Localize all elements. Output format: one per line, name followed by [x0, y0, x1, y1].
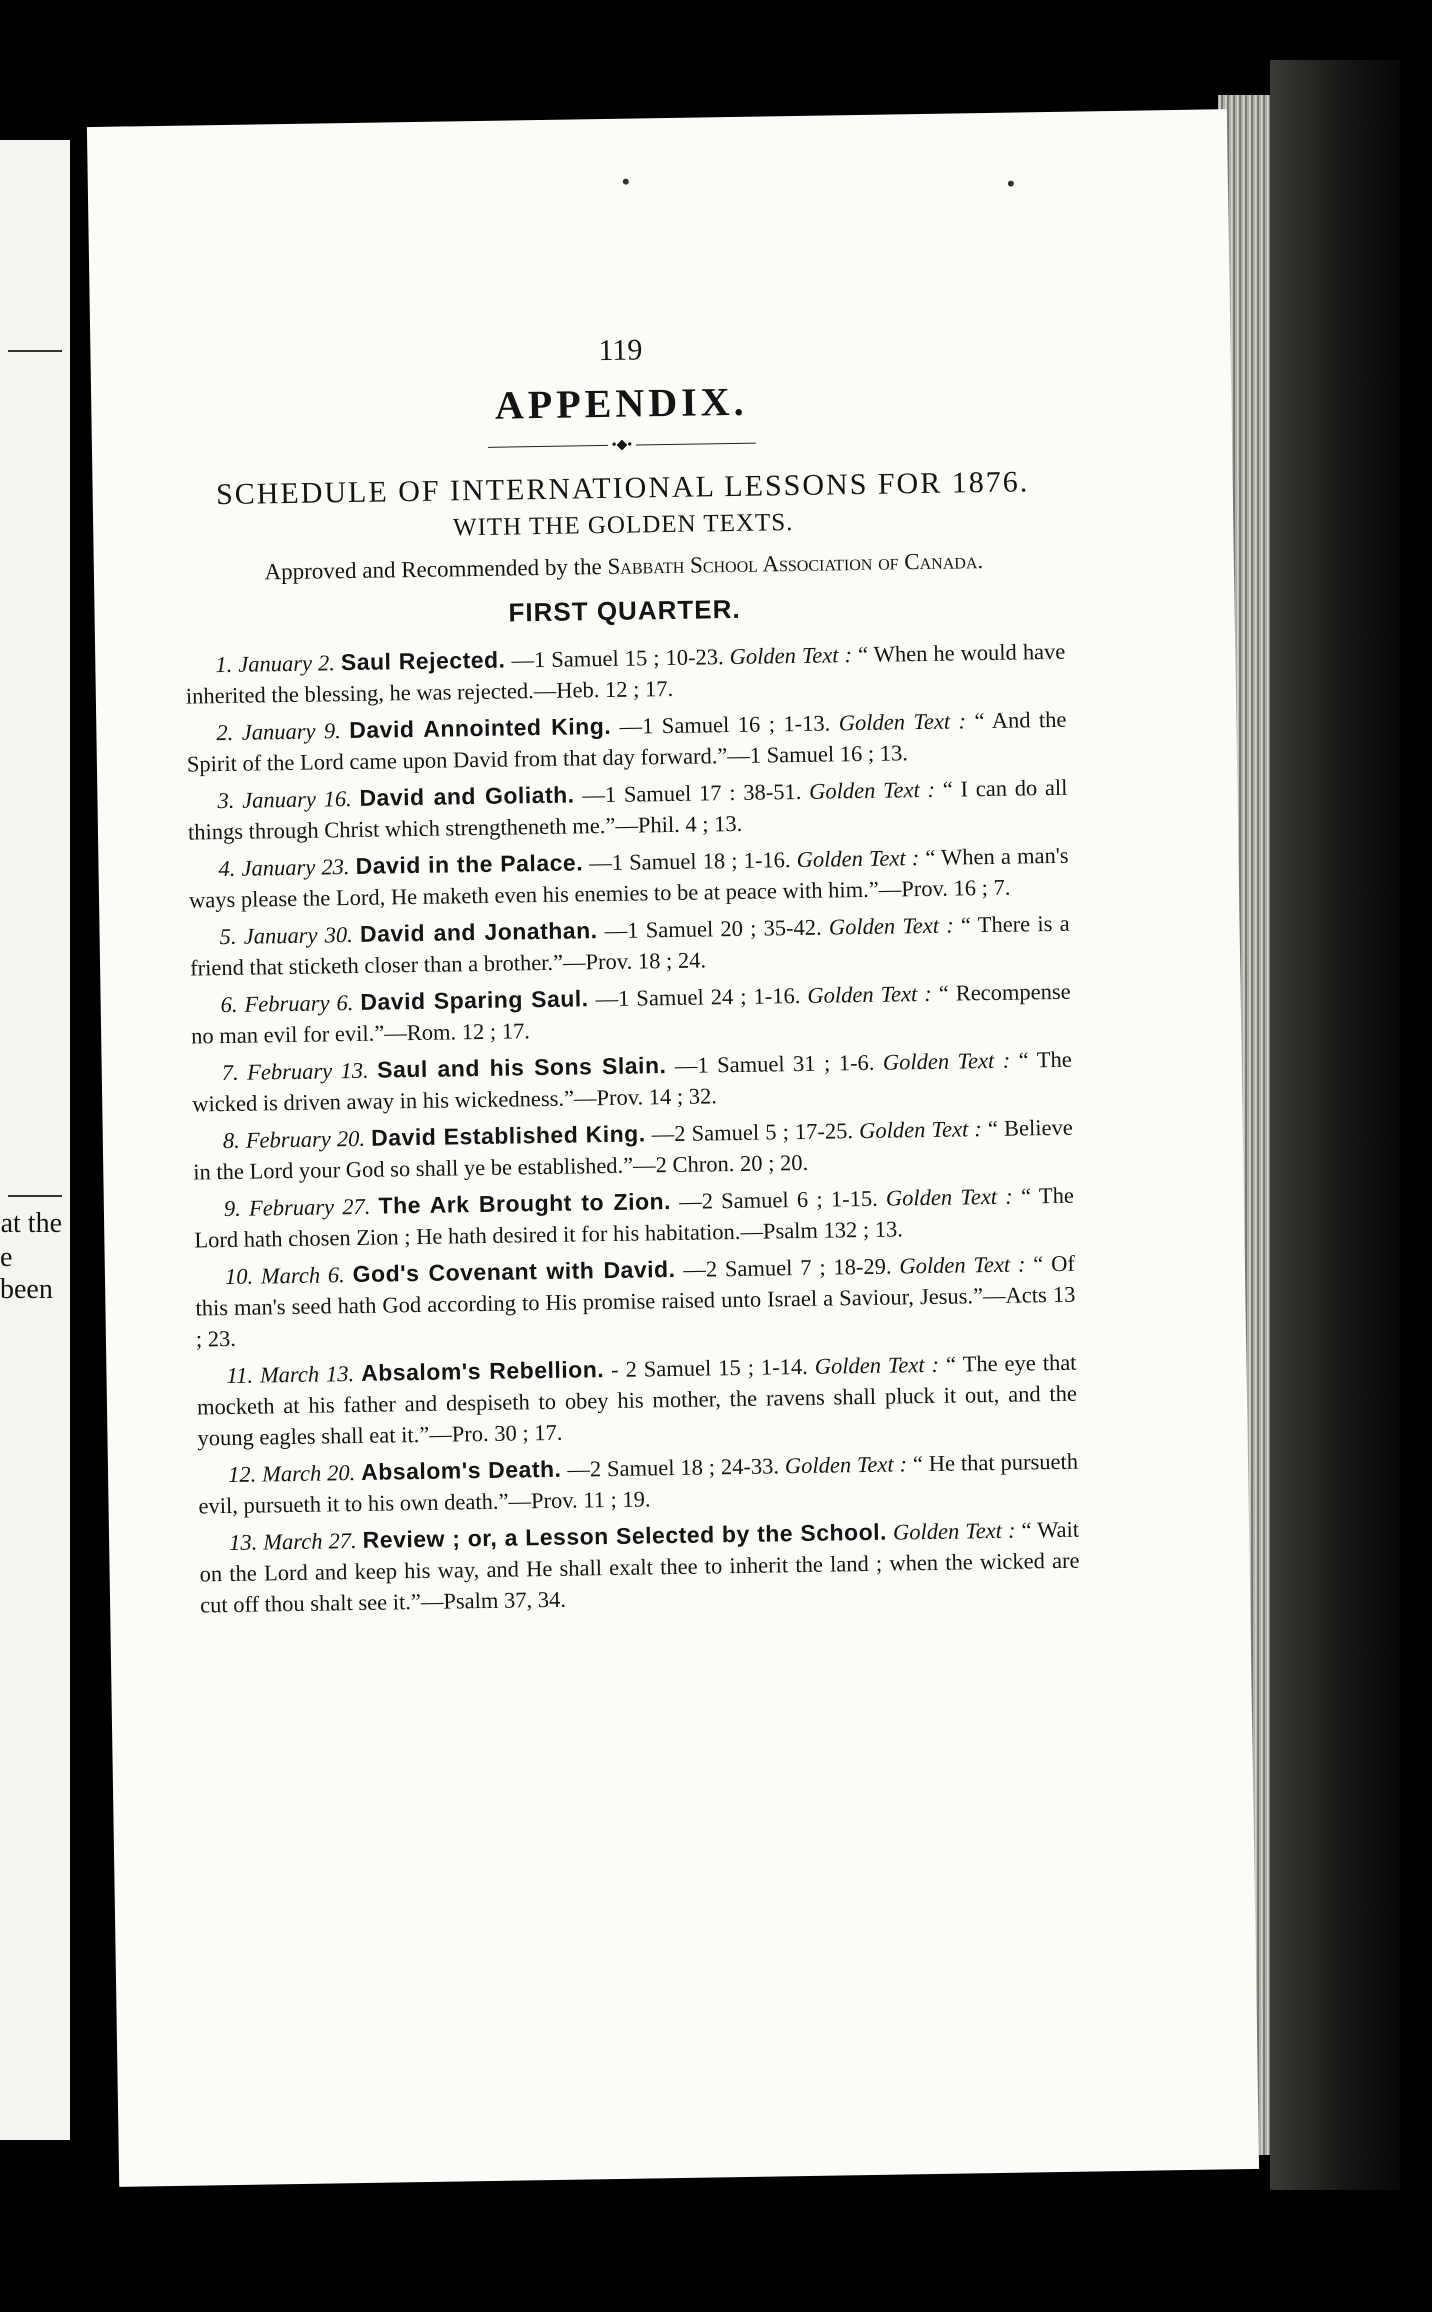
page-number: 119 — [598, 333, 643, 368]
golden-text: “ Recompense no man evil for evil.”—Rom. 12 ; 17. — [190, 978, 1071, 1049]
lesson-title: Absalom's Rebellion. — [360, 1356, 605, 1386]
golden-text-label: Golden Text : — [838, 708, 967, 736]
page-content — [180, 327, 1080, 1627]
lesson-date: 11. — [226, 1362, 254, 1389]
lesson-item — [194, 1180, 1075, 1256]
golden-text: “ Believe in the Lord your God so shall ye be established.”—2 Chron. 20 ; 20. — [193, 1114, 1073, 1185]
approval-suffix: . — [977, 548, 984, 574]
lesson-title: David Sparing Saul. — [360, 985, 589, 1015]
golden-text-label: Golden Text : — [899, 1251, 1026, 1279]
golden-text: “ The eye that mocketh at his father and despiseth to obey his mother, the ravens shall pluck it out, and the young eagles shall eat it.”—Pro. 30 ; 17. — [196, 1349, 1078, 1451]
lesson-reference: —1 Samuel 16 ; 1-13. — [619, 710, 831, 739]
golden-text: “ And the Spirit of the Lord came upon David from that day forward.”—1 Samuel 16 ; 13. — [186, 706, 1067, 777]
approval-prefix: Approved and Recommended by the — [264, 554, 602, 585]
lesson-date: 6. — [220, 991, 238, 1018]
golden-text-label: Golden Text : — [858, 1116, 983, 1144]
left-page-rule — [8, 1195, 62, 1197]
golden-text: “ The wicked is driven away in his wickedness.”—Prov. 14 ; 32. — [192, 1046, 1072, 1117]
golden-text: “ He that pursueth evil, pursueth it to his own death.”—Prov. 11 ; 19. — [198, 1448, 1079, 1519]
lesson-item — [188, 840, 1069, 916]
lesson-item — [192, 1044, 1073, 1120]
lesson-date: January 23. — [241, 854, 350, 881]
appendix-title: APPENDIX. — [494, 378, 748, 428]
lesson-date: 4. — [218, 855, 236, 882]
association-name: Sabbath School Association of Canada — [607, 548, 978, 579]
lesson-date: March 6. — [260, 1262, 345, 1289]
lesson-title: David in the Palace. — [355, 849, 584, 879]
lesson-date: 3. — [217, 787, 235, 814]
lesson-item — [185, 636, 1066, 712]
lesson-date: February 6. — [244, 990, 354, 1017]
left-page-fragment: at the — [0, 1208, 62, 1239]
lesson-date: March 13. — [259, 1361, 355, 1388]
lesson-date: March 27. — [263, 1528, 357, 1555]
lesson-date: January 9. — [241, 718, 342, 745]
lesson-date: January 2. — [238, 650, 336, 677]
golden-texts-heading: WITH THE GOLDEN TEXTS. — [452, 509, 794, 542]
left-page-edge — [0, 140, 70, 2140]
lesson-reference: —1 Samuel 24 ; 1-16. — [595, 982, 801, 1012]
golden-text: “ The Lord hath chosen Zion ; He hath desired it for his habitation.—Psalm 132 ; 13. — [194, 1182, 1075, 1253]
golden-text-label: Golden Text : — [814, 1351, 940, 1379]
ornament-rule: •◆• — [182, 430, 1062, 461]
lesson-date: March 20. — [261, 1460, 356, 1487]
lesson-date: 13. — [228, 1529, 258, 1556]
lesson-reference: - 2 Samuel 15 ; 1-14. — [610, 1353, 808, 1382]
golden-text: “ There is a friend that sticketh closer than a brother.”—Prov. 18 ; 24. — [189, 910, 1070, 981]
lesson-date: February 13. — [246, 1057, 369, 1085]
golden-text: “ I can do all things through Christ which strengtheneth me.”—Phil. 4 ; 13. — [187, 774, 1068, 845]
lesson-item — [196, 1347, 1077, 1454]
lesson-date: January 30. — [243, 922, 353, 949]
lesson-reference: —2 Samuel 6 ; 1-15. — [679, 1185, 878, 1214]
lesson-date: 7. — [221, 1059, 239, 1086]
lesson-list — [185, 636, 1080, 1621]
lesson-date: January 16. — [241, 786, 352, 813]
left-page-rule — [8, 350, 62, 352]
lesson-title: David and Goliath. — [359, 781, 575, 811]
golden-text-label: Golden Text : — [885, 1183, 1013, 1211]
golden-text-label: Golden Text : — [796, 845, 920, 873]
lesson-date: 1. — [215, 651, 233, 678]
lesson-reference: —1 Samuel 18 ; 1-16. — [589, 847, 791, 876]
lesson-reference: —1 Samuel 20 ; 35-42. — [604, 914, 822, 944]
lesson-date: 2. — [216, 719, 234, 746]
left-page-fragment: e been — [0, 1242, 53, 1305]
golden-text-label: Golden Text : — [882, 1047, 1011, 1075]
golden-text-label: Golden Text : — [729, 642, 853, 670]
speck — [1008, 181, 1014, 187]
lesson-item — [198, 1446, 1079, 1522]
quarter-heading: FIRST QUARTER. — [508, 593, 741, 628]
lesson-title: Saul and his Sons Slain. — [376, 1052, 667, 1083]
lesson-reference: —2 Samuel 18 ; 24-33. — [567, 1453, 780, 1482]
lesson-title: Absalom's Death. — [360, 1455, 562, 1485]
approval-line — [184, 545, 1064, 589]
lesson-reference: —1 Samuel 17 : 38-51. — [582, 778, 802, 808]
schedule-title: SCHEDULE OF INTERNATIONAL LESSONS FOR 1876. — [215, 465, 1030, 512]
golden-text-label: Golden Text : — [784, 1451, 908, 1479]
lesson-title: David and Jonathan. — [359, 917, 598, 947]
lesson-title: Saul Rejected. — [340, 646, 506, 676]
book-cover — [1270, 60, 1400, 2190]
lesson-date: 12. — [227, 1461, 257, 1488]
lesson-item — [189, 908, 1070, 984]
lesson-item — [186, 704, 1067, 780]
golden-text: “ Of this man's seed hath God according to His promise raised unto Israel a Saviour, Jesus.”—Acts 13 ; 23. — [195, 1250, 1076, 1352]
lesson-reference: —2 Samuel 5 ; 17-25. — [651, 1118, 854, 1147]
lesson-title: David Established King. — [370, 1120, 646, 1151]
lesson-date: 5. — [219, 923, 237, 950]
lesson-date: 8. — [222, 1127, 240, 1154]
golden-text: “ Wait on the Lord and keep his way, and He shall exalt thee to inherit the land ; when the wicked are cut off thou shalt see it.”—Psalm 37, 34. — [199, 1516, 1080, 1618]
lesson-title: David Annointed King. — [349, 712, 612, 744]
lesson-date: February 20. — [245, 1125, 366, 1153]
book-page — [87, 109, 1259, 2187]
golden-text-label: Golden Text : — [807, 980, 932, 1008]
lesson-reference: —1 Samuel 31 ; 1-6. — [674, 1049, 875, 1078]
lesson-reference: —1 Samuel 15 ; 10-23. — [511, 644, 724, 673]
lesson-date: 9. — [223, 1195, 241, 1222]
lesson-item — [193, 1112, 1074, 1188]
golden-text: “ When he would have inherited the blessing, he was rejected.—Heb. 12 ; 17. — [185, 638, 1066, 709]
lesson-title: The Ark Brought to Zion. — [378, 1188, 672, 1219]
lesson-item — [190, 976, 1071, 1052]
lesson-reference: —2 Samuel 7 ; 18-29. — [683, 1253, 892, 1282]
lesson-title: God's Covenant with David. — [352, 1255, 676, 1288]
lesson-title: Review ; or, a Lesson Selected by the School. — [362, 1518, 888, 1553]
speck — [623, 179, 629, 185]
golden-text-label: Golden Text : — [808, 776, 936, 804]
golden-text-label: Golden Text : — [892, 1517, 1016, 1545]
lesson-item — [187, 772, 1068, 848]
lesson-date: 10. — [224, 1263, 254, 1290]
lesson-item — [199, 1514, 1080, 1621]
golden-text-label: Golden Text : — [828, 912, 954, 940]
lesson-date: February 27. — [248, 1193, 371, 1221]
lesson-item — [195, 1248, 1076, 1355]
golden-text: “ When a man's ways please the Lord, He maketh even his enemies to be at peace with him.”—Prov. 16 ; 7. — [188, 842, 1069, 913]
